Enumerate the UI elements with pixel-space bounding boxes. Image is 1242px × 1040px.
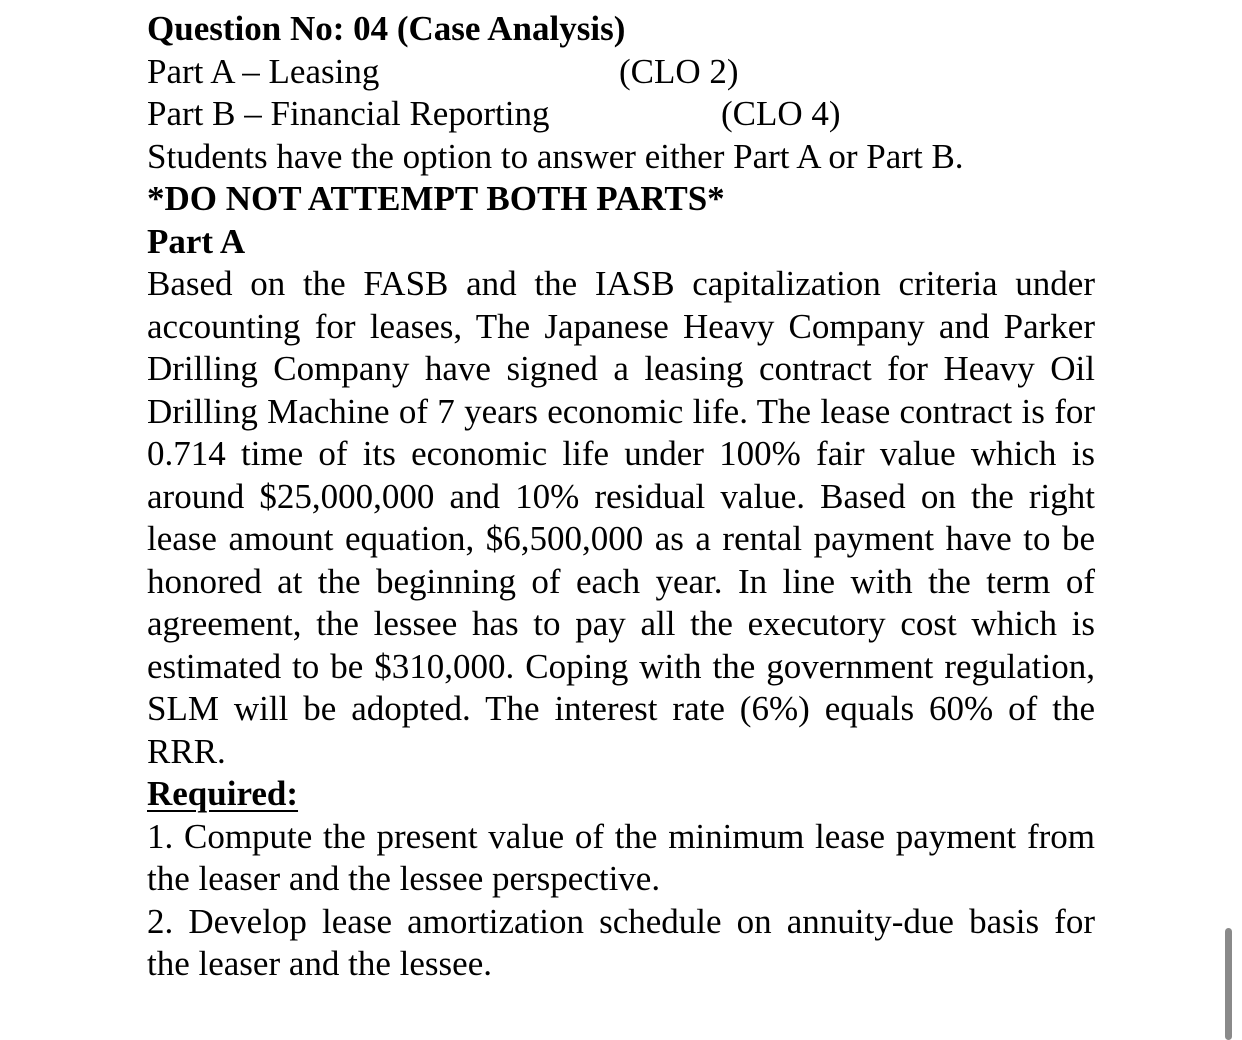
part-a-line	[147, 51, 1095, 94]
question-title: Question No: 04 (Case Analysis)	[147, 9, 626, 48]
part-b-label: Part B – Financial Reporting	[147, 94, 550, 133]
part-a-heading: Part A	[147, 221, 246, 261]
warning-text: *DO NOT ATTEMPT BOTH PARTS*	[147, 179, 725, 218]
part-b-clo: (CLO 4)	[721, 94, 841, 133]
scrollbar-thumb[interactable]	[1225, 928, 1232, 1040]
requirement-2: 2. Develop lease amortization schedule on annuity-due basis for the leaser and the lessee.	[147, 901, 1095, 983]
case-paragraph: Based on the FASB and the IASB capitalization criteria under accounting for leases, The Japanese Heavy Company and Parker Drilling Company have signed a leasing contract for Heavy Oil Drilling Machine of 7 years economic life. The lease contract is for 0.714 time of its economic life under 100% fair value which is around $25,000,000 and 10% residual value. Based on the right lease amount equation, $6,500,000 as a rental payment have to be honored at the beginning of each year. In line with the term of agreement, the lessee has to pay all the executory cost which is estimated to be $310,000. Coping with the government regulation, SLM will be adopted. The interest rate (6%) equals 60% of the RRR.	[147, 264, 1095, 771]
required-heading: Required:	[147, 774, 299, 813]
requirement-1: 1. Compute the present value of the minimum lease payment from the leaser and the lessee perspective.	[147, 816, 1095, 898]
part-b-line	[147, 93, 1095, 136]
part-a-label: Part A – Leasing	[147, 51, 380, 91]
required-heading-line	[147, 773, 1095, 816]
option-text: Students have the option to answer either Part A or Part B.	[147, 136, 964, 176]
part-a-clo: (CLO 2)	[619, 51, 739, 91]
document-body	[147, 8, 1095, 986]
